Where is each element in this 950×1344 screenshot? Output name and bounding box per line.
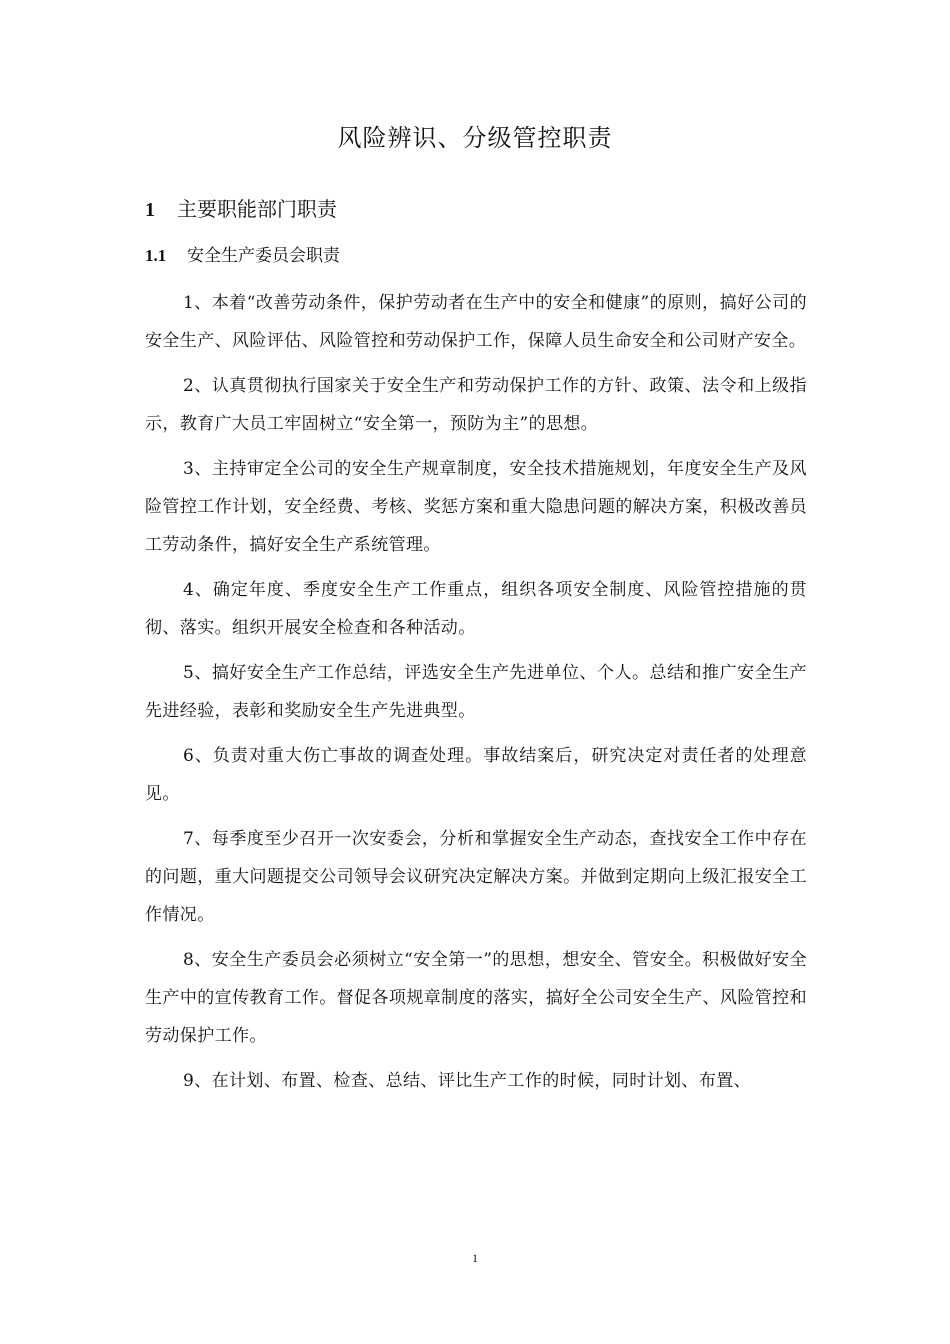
page-number: 1 [472,1251,478,1265]
paragraph-9: 9、在计划、布置、检查、总结、评比生产工作的时候，同时计划、布置、 [183,1071,752,1091]
paragraph-7: 7、每季度至少召开一次安委会，分析和掌握安全生产动态，查找安全工作中存在的问题，重大问题提交公司领导会议研究决定解决方案。并做到定期向上级汇报安全工作情况。 [145,829,807,925]
subsection-heading [145,241,340,271]
paragraph-1: 1、本着“改善劳动条件，保护劳动者在生产中的安全和健康”的原则，搞好公司的安全生产、风险评估、风险管控和劳动保护工作，保障人员生命安全和公司财产安全。 [145,293,807,351]
subsection-title: 安全生产委员会职责 [187,246,340,266]
subsection-number: 1.1 [145,246,167,265]
section-title: 主要职能部门职责 [177,197,337,221]
section-number: 1 [145,199,155,221]
paragraph-5: 5、搞好安全生产工作总结，评选安全生产先进单位、个人。总结和推广安全生产先进经验，表彰和奖励安全生产先进典型。 [145,663,807,721]
paragraph-3: 3、主持审定全公司的安全生产规章制度，安全技术措施规划，年度安全生产及风险管控工作计划，安全经费、考核、奖惩方案和重大隐患问题的解决方案，积极改善员工劳动条件，搞好安全生产系统管理。 [145,459,807,555]
paragraph-2: 2、认真贯彻执行国家关于安全生产和劳动保护工作的方针、政策、法令和上级指示，教育广大员工牢固树立“安全第一，预防为主”的思想。 [145,376,807,434]
paragraph-4: 4、确定年度、季度安全生产工作重点，组织各项安全制度、风险管控措施的贯彻、落实。组织开展安全检查和各种活动。 [145,580,807,638]
section-heading [145,193,337,226]
paragraph-6: 6、负责对重大伤亡事故的调查处理。事故结案后，研究决定对责任者的处理意见。 [145,746,807,804]
paragraph-8: 8、安全生产委员会必须树立“安全第一”的思想，想安全、管安全。积极做好安全生产中的宣传教育工作。督促各项规章制度的落实，搞好全公司安全生产、风险管控和劳动保护工作。 [145,950,807,1046]
body-text [145,284,807,1107]
document-title: 风险辨识、分级管控职责 [337,124,613,152]
